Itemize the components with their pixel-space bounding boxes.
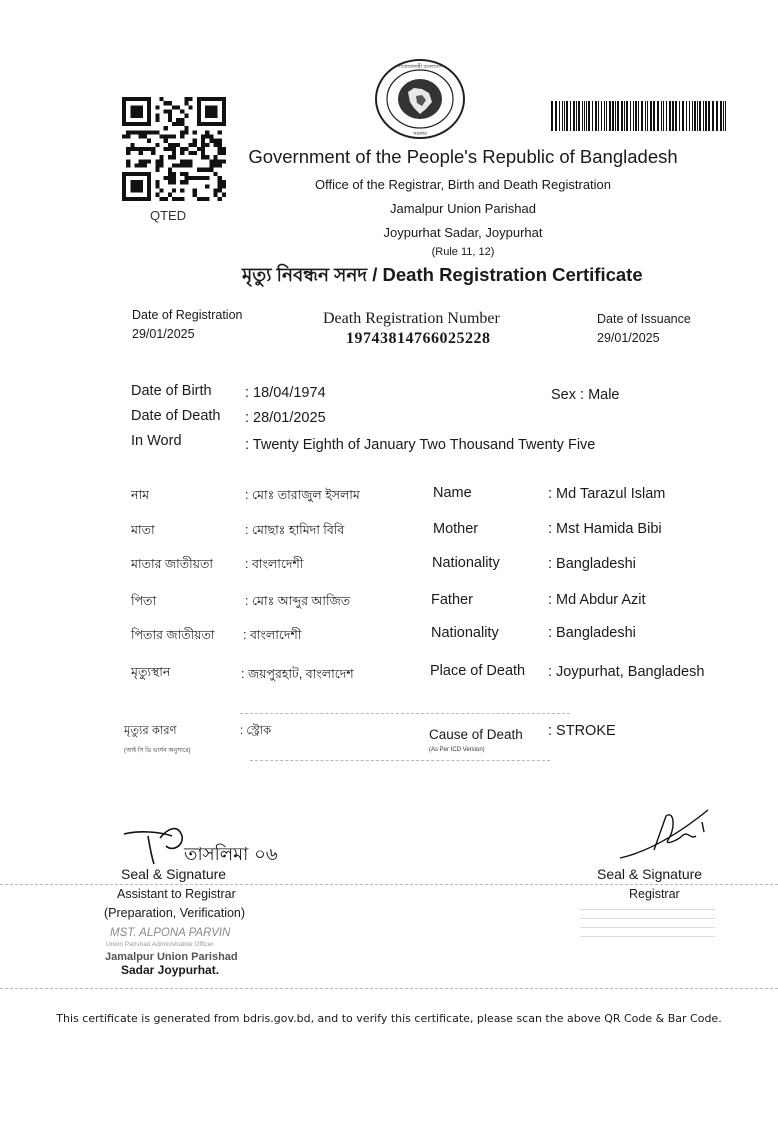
assistant-stamp-union: Jamalpur Union Parishad [105, 951, 238, 963]
birth-date-label: Date of Birth [131, 383, 212, 399]
certificate-title-en: Death Registration Certificate [382, 264, 643, 285]
scan-noise-line [0, 988, 778, 990]
name-en-label: Name [433, 485, 472, 501]
registration-number-label: Death Registration Number [323, 310, 500, 327]
mother-bn-label: মাতা [131, 523, 155, 537]
scan-noise-line [240, 713, 570, 715]
scan-noise-line [250, 760, 550, 762]
assistant-duty: (Preparation, Verification) [104, 906, 246, 920]
union-line: Jamalpur Union Parishad [390, 201, 536, 216]
place-of-death-bn-label: মৃত্যুস্থান [131, 665, 171, 679]
place-of-death-en-value: : Joypurhat, Bangladesh [548, 664, 705, 680]
location-line: Joypurhat Sadar, Joypurhat [383, 225, 543, 240]
father-nationality-en-label: Nationality [431, 625, 499, 641]
certificate-title [242, 261, 643, 292]
government-title: Government of the People's Republic of Bangladesh [248, 146, 678, 167]
verification-note: This certificate is generated from bdris.gov.bd, and to verify this certificate, please scan the above QR Code & Bar Code. [56, 1012, 722, 1025]
mother-en-label: Mother [433, 521, 479, 537]
father-nationality-bn-value: : বাংলাদেশী [243, 628, 302, 642]
cause-of-death-en-label: Cause of Death [429, 727, 523, 742]
registrar-signature [618, 800, 714, 862]
death-date-value: : 28/01/2025 [245, 410, 326, 426]
scan-noise-line [0, 884, 778, 886]
father-nationality-en-value: : Bangladeshi [548, 625, 636, 641]
assistant-seal-label: Seal & Signature [121, 866, 227, 882]
svg-text:সরকার: সরকার [413, 131, 427, 137]
handwritten-signature-text: তাসলিমা ০৬ [184, 844, 278, 865]
registrar-role: Registrar [629, 887, 680, 901]
sex-field: Sex : Male [551, 387, 620, 403]
father-en-label: Father [431, 592, 473, 608]
certificate-title-bn: মৃত্যু নিবন্ধন সনদ / [242, 264, 378, 285]
cause-of-death-bn-label: মৃত্যুর কারণ [124, 725, 177, 737]
death-date-label: Date of Death [131, 408, 221, 424]
issuance-date-label: Date of Issuance [597, 312, 691, 326]
cause-of-death-bn-value: : স্ট্রোক [240, 725, 272, 737]
father-en-value: : Md Abdur Azit [548, 592, 646, 608]
registrar-stamp-faded [580, 905, 715, 947]
father-nationality-bn-label: পিতার জাতীয়তা [131, 628, 215, 642]
mother-en-value: : Mst Hamida Bibi [548, 521, 662, 537]
place-of-death-bn-value: : জয়পুরহাট, বাংলাদেশ [241, 667, 354, 681]
assistant-role: Assistant to Registrar [117, 887, 236, 901]
mother-nationality-en-value: : Bangladeshi [548, 556, 636, 572]
registration-date-value: 29/01/2025 [132, 327, 195, 341]
mother-nationality-en-label: Nationality [432, 555, 500, 571]
in-word-value: : Twenty Eighth of January Two Thousand Twenty Five [245, 437, 596, 453]
cause-of-death-bn-note: (আই সি ডি ভার্সন অনুসারে) [124, 748, 191, 754]
assistant-stamp-name: MST. ALPONA PARVIN [110, 927, 231, 939]
svg-text:গণপ্রজাতন্ত্রী বাংলাদেশ: গণপ্রজাতন্ত্রী বাংলাদেশ [397, 64, 443, 70]
cause-of-death-en-value: : STROKE [548, 723, 616, 739]
registrar-seal-label: Seal & Signature [597, 866, 703, 882]
cause-of-death-en-note: (As Per ICD Version) [429, 747, 485, 753]
registration-number-value: 19743814766025228 [346, 330, 491, 347]
issuance-date-value: 29/01/2025 [597, 331, 660, 345]
government-seal-icon [374, 58, 466, 140]
father-bn-value: : মোঃ আব্দুর আজিত [245, 594, 351, 608]
qr-caption: QTED [150, 208, 187, 223]
mother-nationality-bn-label: মাতার জাতীয়তা [131, 557, 214, 571]
mother-bn-value: : মোছাঃ হামিদা বিবি [245, 523, 345, 537]
assistant-stamp-place: Sadar Joypurhat. [121, 963, 220, 977]
office-line: Office of the Registrar, Birth and Death Registration [314, 177, 612, 192]
rule-line: (Rule 11, 12) [431, 246, 495, 258]
in-word-label: In Word [131, 433, 182, 449]
place-of-death-en-label: Place of Death [430, 663, 526, 679]
assistant-stamp-office: Union Parishad Administrative Officer [106, 941, 214, 948]
birth-date-value: : 18/04/1974 [245, 385, 326, 401]
mother-nationality-bn-value: : বাংলাদেশী [245, 557, 304, 571]
name-en-value: : Md Tarazul Islam [548, 486, 666, 502]
assistant-signature [120, 818, 285, 868]
registration-date-label: Date of Registration [132, 308, 243, 322]
name-bn-value: : মোঃ তারাজুল ইসলাম [245, 488, 360, 502]
name-bn-label: নাম [131, 488, 150, 502]
father-bn-label: পিতা [131, 594, 157, 608]
barcode [551, 101, 729, 131]
